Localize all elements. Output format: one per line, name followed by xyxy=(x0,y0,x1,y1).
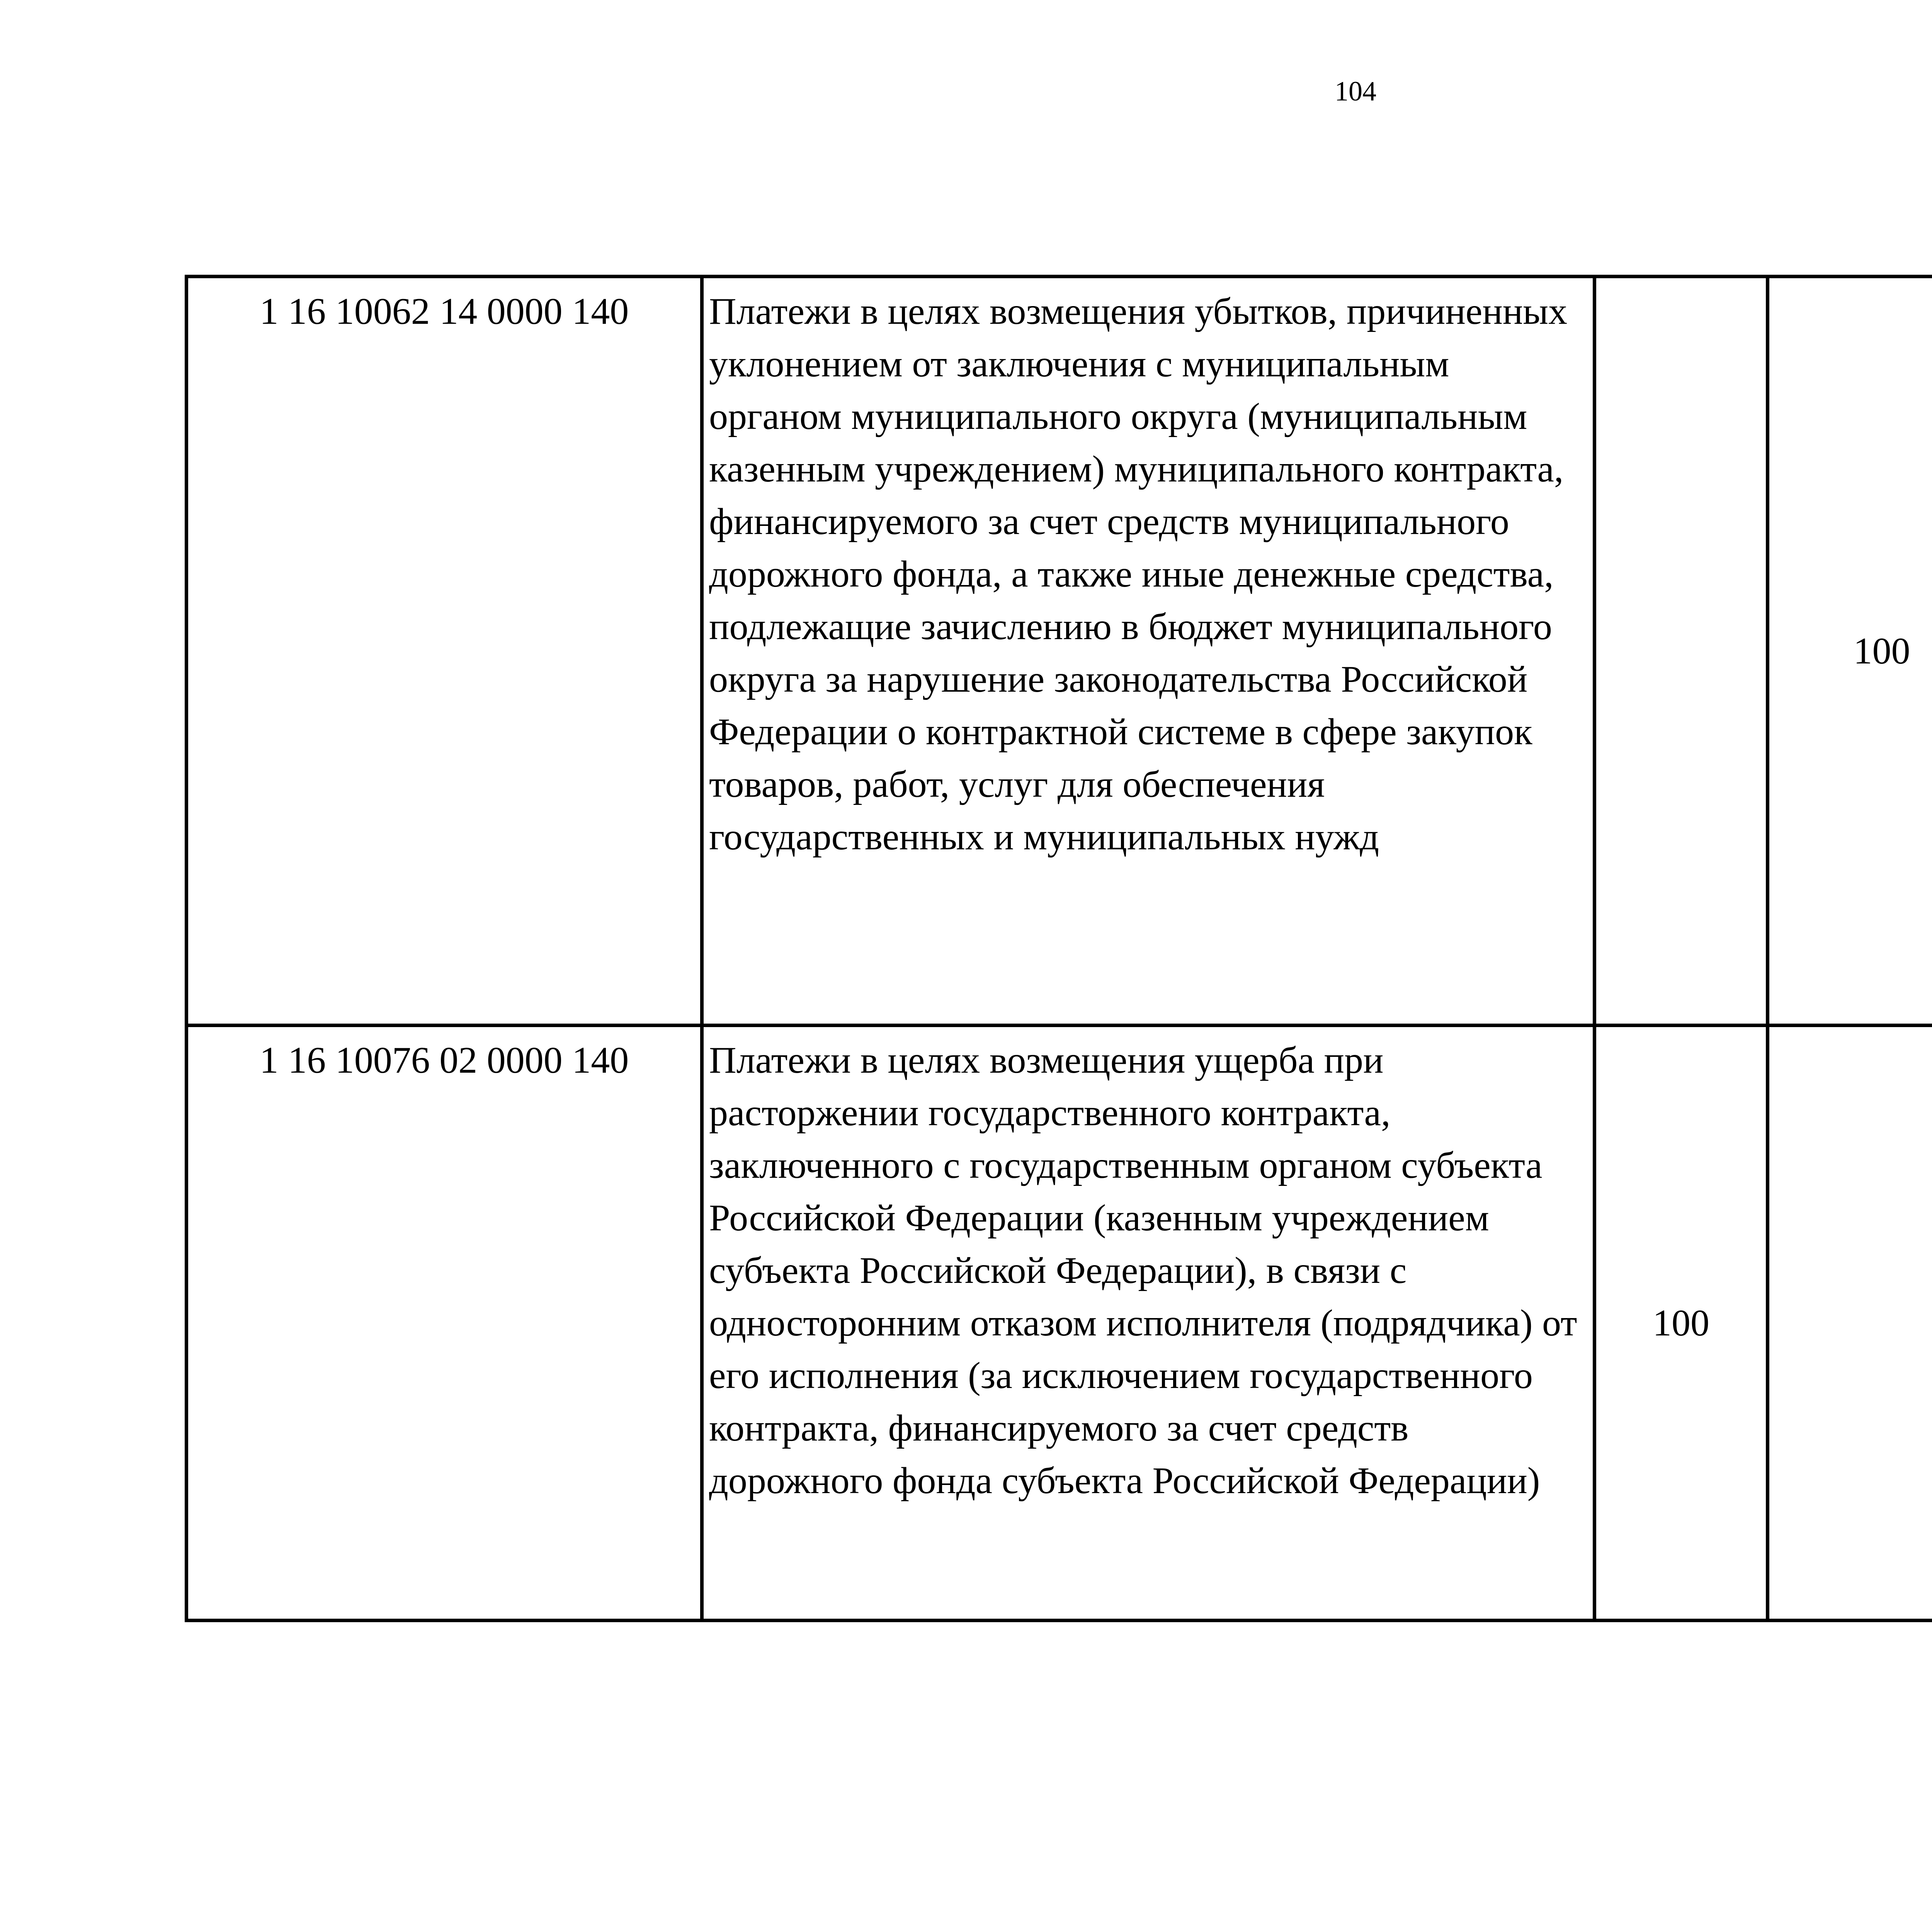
value-cell-2: 100 xyxy=(1768,277,1932,1026)
budget-code-cell: 1 16 10076 02 0000 140 xyxy=(187,1026,702,1621)
table-row xyxy=(187,1026,1932,1621)
description-cell: Платежи в целях возмещения ущерба при расторжении государственного контракта, заключенного с государственным органом субъекта Российской Федерации (казенным учреждением субъекта Российской Федерации), в связи с односторонним отказом исполнителя (подрядчика) от его исполнения (за исключением государственного контракта, финансируемого за счет средств дорожного фонда субъекта Российской Федерации) xyxy=(702,1026,1595,1621)
page-number: 104 xyxy=(1335,76,1376,107)
table-row xyxy=(187,277,1932,1026)
description-cell: Платежи в целях возмещения убытков, причиненных уклонением от заключения с муниципальным органом муниципального округа (муниципальным казенным учреждением) муниципального контракта, финансируемого за счет средств муниципального дорожного фонда, а также иные денежные средства, подлежащие зачислению в бюджет муниципального округа за нарушение законодательства Российской Федерации о контрактной системе в сфере закупок товаров, работ, услуг для обеспечения государственных и муниципальных нужд xyxy=(702,277,1595,1026)
value-cell-2 xyxy=(1768,1026,1932,1621)
value-cell-1: 100 xyxy=(1595,1026,1768,1621)
revenue-table xyxy=(185,275,1932,1622)
value-cell-1 xyxy=(1595,277,1768,1026)
budget-code-cell: 1 16 10062 14 0000 140 xyxy=(187,277,702,1026)
